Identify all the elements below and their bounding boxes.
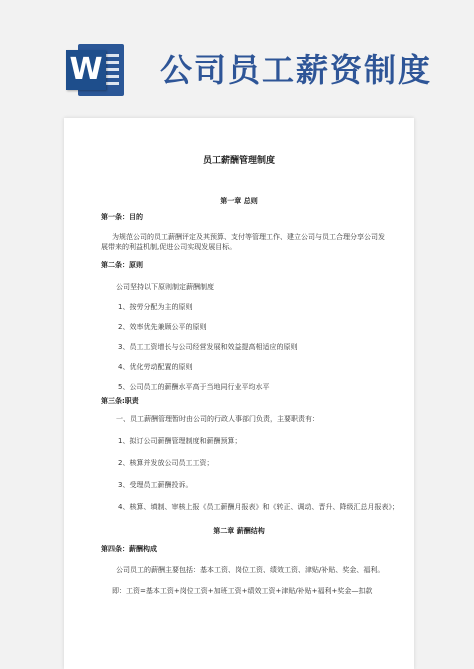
document-page: [64, 118, 414, 669]
banner-title: 公司员工薪资制度: [160, 51, 433, 89]
article-1-heading: 第一条：目的: [101, 213, 143, 221]
article-4-heading: 第四条：薪酬构成: [101, 545, 157, 553]
article-2-item: 4、优化劳动配置的原则: [118, 363, 193, 371]
word-logo-letter: W: [66, 50, 106, 90]
article-2-intro: 公司坚持以下原则制定薪酬制度: [116, 283, 214, 291]
chapter-2-heading: 第二章 薪酬结构: [213, 527, 265, 535]
article-2-item: 1、按劳分配为主的原则: [118, 303, 193, 311]
article-3-item: 1、拟订公司薪酬管理制度和薪酬预算；: [118, 437, 242, 445]
article-2-item: 2、效率优先兼顾公平的原则: [118, 323, 207, 331]
article-1-text-line1: 为规范公司的员工薪酬评定及其预算、支付等管理工作、建立公司与员工合理分享公司发: [112, 233, 385, 241]
article-4-text-line1: 公司员工的薪酬主要包括：基本工资、岗位工资、绩效工资、津贴/补贴、奖金、福利。: [116, 566, 385, 574]
article-3-item: 4、核算、填制、审核上报《员工薪酬月报表》和《转正、调动、晋升、降级汇总月报表》；: [118, 503, 399, 511]
article-4-text-line2: 即：工资=基本工资+岗位工资+加班工资+绩效工资+津贴/补贴+福利+奖金—扣款: [112, 587, 373, 595]
article-1-text-line2: 展带来的利益机制,促进公司实现发展目标。: [101, 243, 237, 251]
article-2-item: 5、公司员工的薪酬水平高于当地同行业平均水平: [118, 383, 270, 391]
article-2-heading: 第二条：原则: [101, 261, 143, 269]
chapter-1-heading: 第一章 总则: [220, 197, 258, 205]
article-3-item: 2、核算并发放公司员工工资；: [118, 459, 214, 467]
banner: [0, 0, 474, 110]
word-document-icon: [66, 44, 126, 96]
article-3-item: 3、受理员工薪酬投诉。: [118, 481, 193, 489]
document-title: 员工薪酬管理制度: [202, 156, 275, 166]
article-2-item: 3、员工工资增长与公司经营发展和效益提高相适应的原则: [118, 343, 298, 351]
article-3-heading: 第三条:职责: [101, 397, 139, 405]
article-3-intro: 一、员工薪酬管理暂时由公司的行政人事部门负责，主要职责有：: [116, 415, 319, 423]
